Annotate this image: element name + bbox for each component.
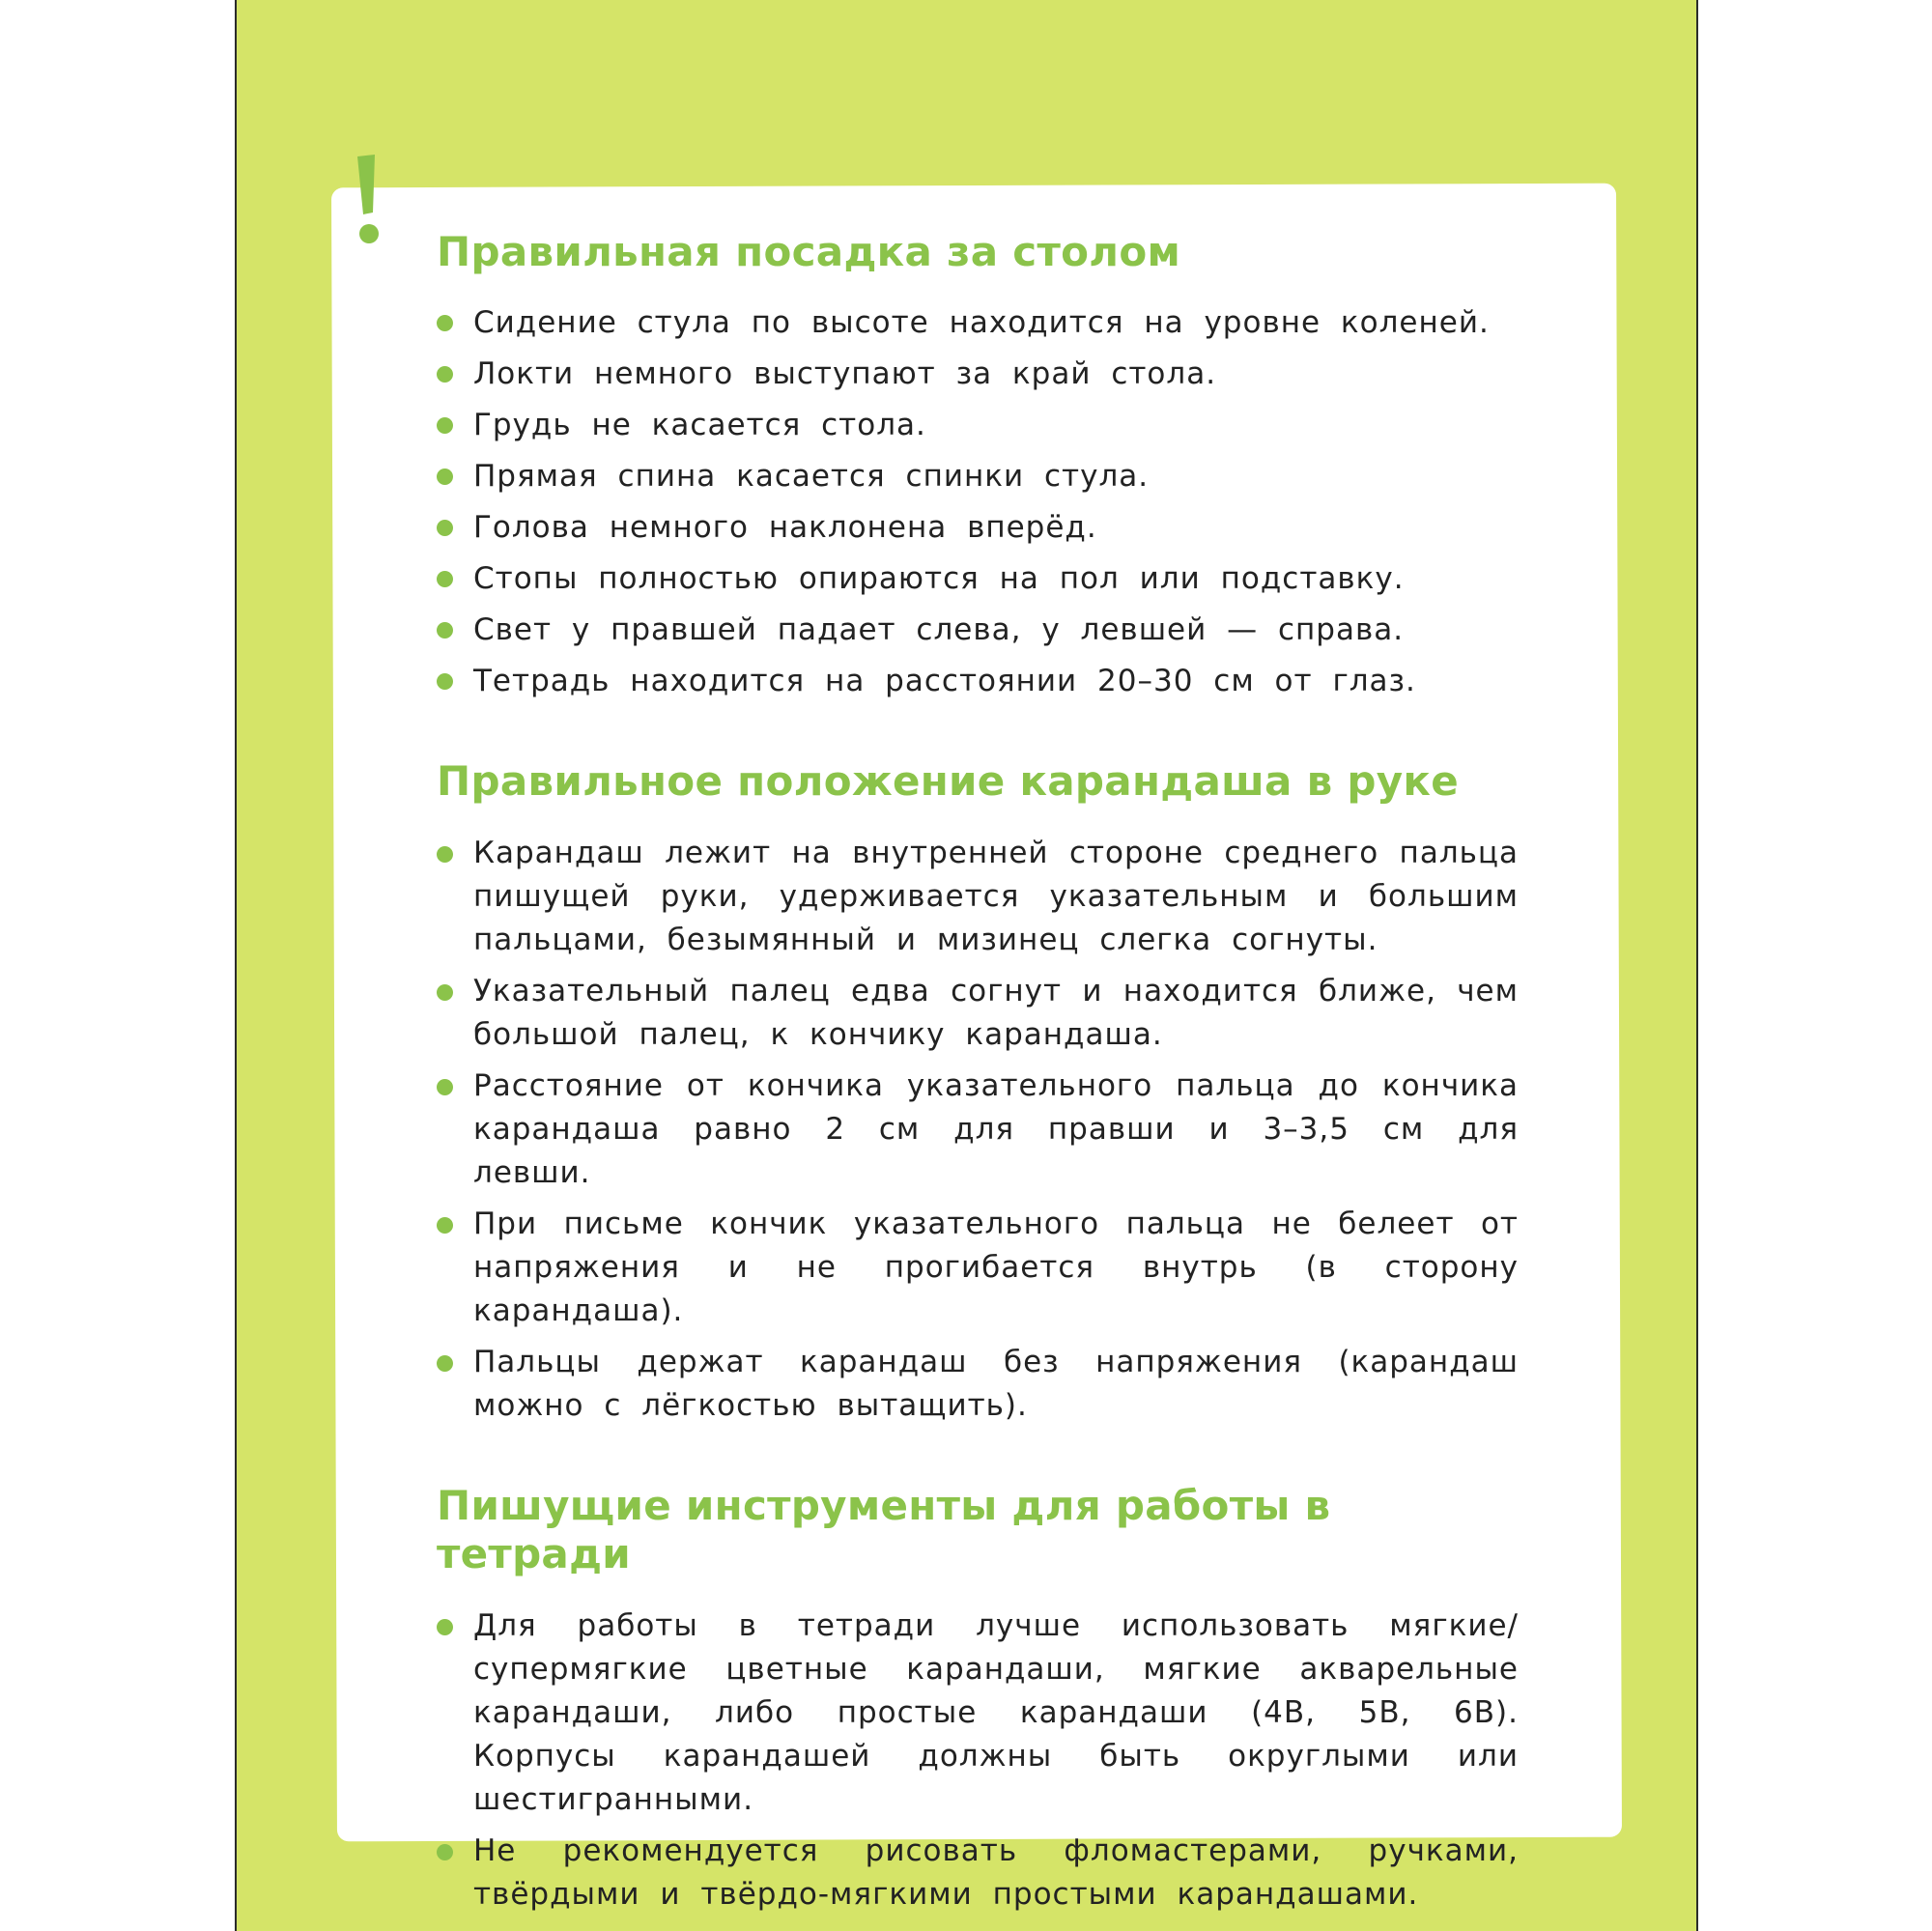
bullet-dot-icon: [437, 1217, 453, 1234]
bullet-dot-icon: [437, 520, 453, 536]
list-item-text: Свет у правшей падает слева, у левшей — справа.: [473, 612, 1405, 648]
bullet-dot-icon: [437, 1079, 453, 1095]
list-item-text: Не рекомендуется рисовать фломастерами, ручками, твёрдыми и твёрдо-мягкими простыми карандашами.: [473, 1832, 1519, 1912]
list-item-text: При письме кончик указательного пальца не белеет от напряжения и не прогибается внутрь (в сторону карандаша).: [473, 1206, 1519, 1328]
list-item: [437, 605, 1519, 656]
bullet-dot-icon: [437, 1619, 453, 1635]
list-item-text: Прямая спина касается спинки стула.: [473, 459, 1150, 495]
list-item: [437, 1341, 1519, 1428]
list-item: [437, 1065, 1519, 1195]
list-item-text: Карандаш лежит на внутренней стороне среднего пальца пишущей руки, удерживается указательным и большим пальцами, безымянный и мизинец слегка согнуты.: [473, 835, 1519, 957]
list-item-text: Локти немного выступают за край стола.: [473, 356, 1217, 392]
bullet-dot-icon: [437, 622, 453, 639]
section-title: Правильная посадка за столом: [437, 228, 1181, 275]
list-item: [437, 554, 1519, 605]
list-item-text: Голова немного наклонена вперёд.: [473, 510, 1097, 546]
list-item: [437, 1604, 1519, 1822]
list-item-text: Указательный палец едва согнут и находится ближе, чем большой палец, к кончику карандаша.: [473, 973, 1519, 1052]
list-item: [437, 970, 1519, 1057]
list-item: [437, 832, 1519, 962]
bullet-dot-icon: [437, 1844, 453, 1860]
rules-list: [437, 832, 1519, 1428]
section-title: Пишущие инструменты для работы в тетради: [437, 1481, 1331, 1578]
bullet-dot-icon: [437, 366, 453, 383]
list-item-text: Грудь не касается стола.: [473, 408, 926, 443]
list-item: [437, 298, 1519, 349]
bullet-dot-icon: [437, 673, 453, 690]
list-item-text: Сидение стула по высоте находится на уровне коленей.: [473, 305, 1490, 341]
bullet-dot-icon: [437, 571, 453, 587]
rules-list: [437, 1604, 1519, 1917]
list-item: [437, 349, 1519, 400]
bullet-dot-icon: [437, 846, 453, 863]
section-pencil-grip: [437, 757, 1519, 1427]
bullet-dot-icon: [437, 417, 453, 434]
document-content: [437, 228, 1519, 1924]
exclamation-mark-icon: [352, 155, 386, 247]
list-item: [437, 1830, 1519, 1917]
list-item-text: Для работы в тетради лучше использовать мягкие/супермягкие цветные карандаши, мягкие акварельные карандаши, либо простые карандаши (4B, 5B, 6B). Корпусы карандашей должны быть округлыми или шестигранными.: [473, 1607, 1519, 1817]
section-title: Правильное положение карандаша в руке: [437, 757, 1460, 806]
list-item: [437, 1203, 1519, 1333]
list-item-text: Расстояние от кончика указательного пальца до кончика карандаша равно 2 см для правши и 3–3,5 см для левши.: [473, 1067, 1519, 1190]
section-writing-tools: [437, 1482, 1519, 1917]
list-item-text: Пальцы держат карандаш без напряжения (карандаш можно с лёгкостью вытащить).: [473, 1344, 1519, 1423]
list-item: [437, 400, 1519, 451]
list-item-text: Тетрадь находится на расстоянии 20–30 см от глаз.: [473, 664, 1416, 699]
bullet-dot-icon: [437, 315, 453, 331]
bullet-dot-icon: [437, 984, 453, 1001]
list-item: [437, 656, 1519, 707]
rules-list: [437, 298, 1519, 707]
list-item: [437, 502, 1519, 554]
section-seating: [437, 228, 1519, 707]
bullet-dot-icon: [437, 1355, 453, 1372]
list-item-text: Стопы полностью опираются на пол или подставку.: [473, 561, 1405, 597]
list-item: [437, 451, 1519, 502]
bullet-dot-icon: [437, 469, 453, 485]
